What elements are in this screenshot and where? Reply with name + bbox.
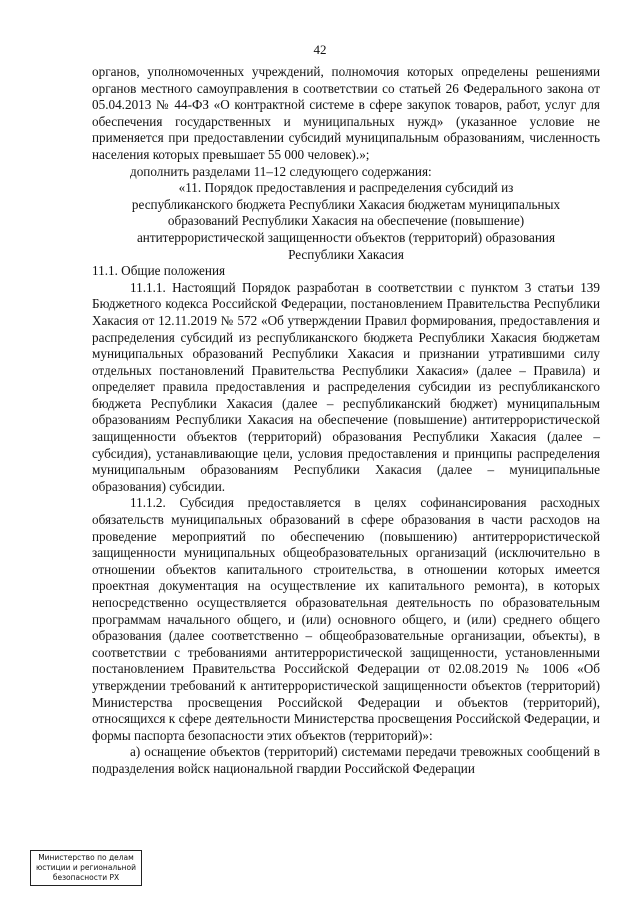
stamp-line: Министерство по делам: [38, 853, 134, 862]
page-number: 42: [313, 42, 327, 57]
section-title-line: республиканского бюджета Республики Хакасия бюджетам муниципальных: [131, 196, 561, 212]
paragraph-11-1-2: 11.1.2. Субсидия предоставляется в целях софинансирования расходных обязательств муниципальных образований в сфере образования в части расходов на проведение мероприятий по обеспечению (повышению) антитеррористической защищенности муниципальных общеобразовательных организаций (исключительно в отношении объектов капитального строительства, в отношении которых имеется проектная документация на осуществление их капитального ремонта), в которых непосредственно осуществляется образовательная деятельность по образовательным программам начального общего, и (или) основного общего, и (или) среднего общего образования (далее соответственно – общеобразовательные организации, объекты), в соответствии с требованиями антитеррористической защищенности, установленными постановлением Правительства Российской Федерации от 02.08.2019 № 1006 «Об утверждении требований к антитеррористической защищенности объектов (территорий) Министерства просвещения Российской Федерации и объектов (территорий), относящихся к сфере деятельности Министерства просвещения Российской Федерации, и формы паспорта безопасности этих объектов (территорий)»:: [92, 495, 600, 743]
paragraph-continuation: органов, уполномоченных учреждений, полномочия которых определены решениями органов местного самоуправления в соответствии со статьей 26 Федерального закона от 05.04.2013 № 44-ФЗ «О контрактной системе в сфере закупок товаров, работ, услуг для обеспечения государственных и муниципальных нужд» (указанное условие не применяется при предоставлении субсидий муниципальным образованиям, численность населения которых превышает 55 000 человек).»;: [92, 64, 600, 162]
section-title-line: Республики Хакасия: [288, 246, 404, 262]
supplement-line: дополнить разделами 11–12 следующего содержания:: [130, 163, 432, 179]
section-title-line: «11. Порядок предоставления и распределения субсидий из: [178, 180, 514, 196]
stamp-line: юстиции и региональной: [35, 863, 137, 872]
document-body: [92, 64, 600, 778]
subsection-heading: 11.1. Общие положения: [92, 263, 226, 279]
paragraph-item-a: а) оснащение объектов (территорий) системами передачи тревожных сообщений в подразделения войск национальной гвардии Российской Федерации: [92, 744, 600, 776]
ministry-stamp: [30, 850, 142, 886]
stamp-line: безопасности РХ: [52, 873, 120, 882]
section-title-line: образований Республики Хакасия на обеспечение (повышение): [167, 213, 525, 229]
section-title: [92, 180, 600, 263]
paragraph-11-1-1: 11.1.1. Настоящий Порядок разработан в соответствии с пунктом 3 статьи 139 Бюджетного кодекса Российской Федерации, постановлением Правительства Республики Хакасия от 12.11.2019 № 572 «Об утверждении Правил формирования, предоставления и распределения субсидий из республиканского бюджета Республики Хакасия бюджетам муниципальных образований Республики Хакасия и признании утратившими силу отдельных постановлений Правительства Республики Хакасия» (далее – Правила) и определяет правила предоставления и распределения субсидии из республиканского бюджета Республики Хакасия (далее – республиканский бюджет) муниципальным образованиям Республики Хакасия на обеспечение (повышение) антитеррористической защищенности объектов (территорий) образования Республики Хакасия (далее – субсидия), устанавливающие цели, условия предоставления и принципы распределения муниципальным образованиям Республики Хакасия (далее – муниципальные образования) субсидии.: [92, 279, 600, 494]
section-title-line: антитеррористической защищенности объектов (территорий) образования: [136, 229, 556, 245]
